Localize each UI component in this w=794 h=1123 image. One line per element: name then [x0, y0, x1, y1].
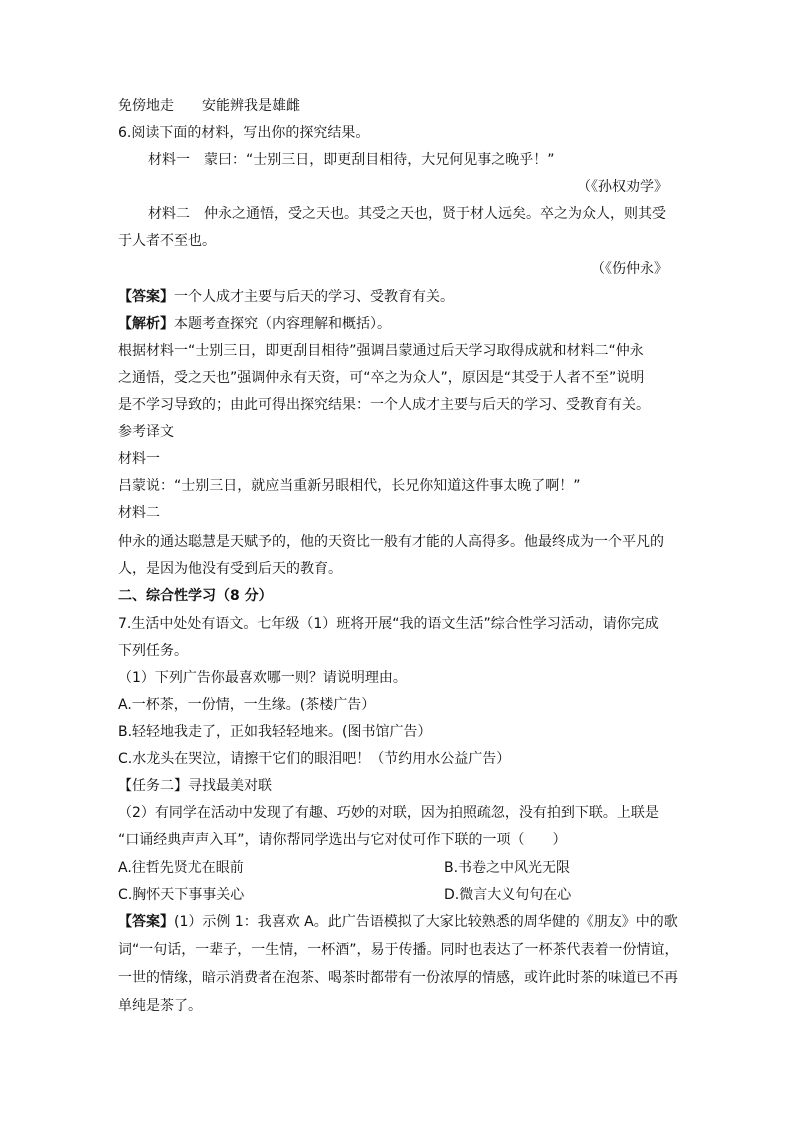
answer-text: 一个人成才主要与后天的学习、受教育有关。 — [174, 289, 454, 305]
material-1-source: （《孙权劝学》 — [577, 179, 668, 195]
analysis-line-3: 是不学习导致的；由此可得出探究结果：一个人成才主要与后天的学习、受教育有关。 — [118, 397, 650, 413]
question-7-2-line-1: （2）有同学在活动中发现了有趣、巧妙的对联，因为拍照疏忽，没有拍到下联。上联是 — [118, 805, 659, 821]
translation-material-1-text: 吕蒙说：“士别三日，就应当重新另眼相代，长兄你知道这件事太晚了啊！” — [118, 478, 581, 494]
analysis-tag: 【解析】 — [118, 316, 174, 332]
answer-7-line-1 — [118, 912, 678, 932]
choice-a: A.往哲先贤尤在眼前 — [118, 860, 244, 876]
material-2-source: （《伤仲永》 — [591, 261, 668, 277]
option-a: A.一杯茶，一份情，一生缘。(茶楼广告） — [118, 697, 376, 713]
analysis-6 — [118, 314, 678, 334]
answer-tag: 【答案】 — [118, 289, 174, 305]
analysis-line-2: 之通悟，受之天也”强调仲永有天资，可“卒之为众人”，原因是“其受于人者不至”说明 — [118, 370, 645, 386]
answer-7-tag: 【答案】 — [118, 914, 174, 930]
question-7-2-line-2: “口诵经典声声入耳”，请你帮同学选出与它对仗可作下联的一项（ ） — [118, 832, 567, 848]
answer-7-text: (1）示例 1：我喜欢 A。此广告语模拟了大家比较熟悉的周华健的《朋友》中的歌 — [174, 914, 678, 930]
task-2-heading: 【任务二】寻找最美对联 — [118, 778, 272, 794]
choice-b: B.书卷之中风光无限 — [444, 860, 571, 876]
poem-line-part-1: 免傍地走 — [118, 98, 174, 114]
answer-7-line-2: 词“一句话，一辈子，一生情，一杯酒”，易于传播。同时也表达了一杯茶代表着一份情谊， — [118, 942, 679, 958]
answer-6 — [118, 287, 678, 307]
material-1: 材料一 蒙曰：“士别三日，即更刮目相待，大兄何见事之晚乎！” — [148, 152, 555, 168]
translation-heading: 参考译文 — [118, 424, 174, 440]
question-7-line-1: 7.生活中处处有语文。七年级（1）班将开展“我的语文生活”综合性学习活动，请你完成 — [118, 616, 659, 632]
section-2-heading: 二、综合性学习（8 分） — [118, 588, 273, 604]
material-2-line-2: 于人者不至也。 — [118, 233, 216, 249]
poem-line-part-2: 安能辨我是雄雌 — [202, 98, 300, 114]
poem-line — [118, 96, 678, 116]
translation-material-2-label: 材料二 — [118, 505, 160, 521]
question-7-1: （1）下列广告你最喜欢哪一则？请说明理由。 — [118, 670, 407, 686]
answer-7-line-3: 一世的情缘，暗示消费者在泡茶、喝茶时都带有一份浓厚的情感，或许此时茶的味道已不再 — [118, 970, 678, 986]
choice-c: C.胸怀天下事事关心 — [118, 887, 245, 903]
choice-d: D.微言大义句句在心 — [444, 887, 572, 903]
translation-material-2-line-2: 人，是因为他没有受到后天的教育。 — [118, 561, 342, 577]
question-7-line-2: 下列任务。 — [118, 643, 188, 659]
translation-material-1-label: 材料一 — [118, 451, 160, 467]
answer-7-line-4: 单纯是茶了。 — [118, 998, 202, 1014]
option-c: C.水龙头在哭泣，请擦干它们的眼泪吧！（节约用水公益广告） — [118, 751, 511, 767]
translation-material-2-line-1: 仲永的通达聪慧是天赋予的，他的天资比一般有才能的人高得多。他最终成为一个平凡的 — [118, 534, 664, 550]
material-2-line-1: 材料二 仲永之通悟，受之天也。其受之天也，贤于材人远矣。卒之为众人，则其受 — [148, 206, 666, 222]
option-b: B.轻轻地我走了，正如我轻轻地来。(图书馆广告） — [118, 724, 432, 740]
analysis-text: 本题考查探究（内容理解和概括）。 — [174, 316, 391, 332]
question-6: 6.阅读下面的材料，写出你的探究结果。 — [118, 125, 370, 141]
analysis-line-1: 根据材料一“士别三日，即更刮目相待”强调吕蒙通过后天学习取得成就和材料二“仲永 — [118, 343, 644, 359]
